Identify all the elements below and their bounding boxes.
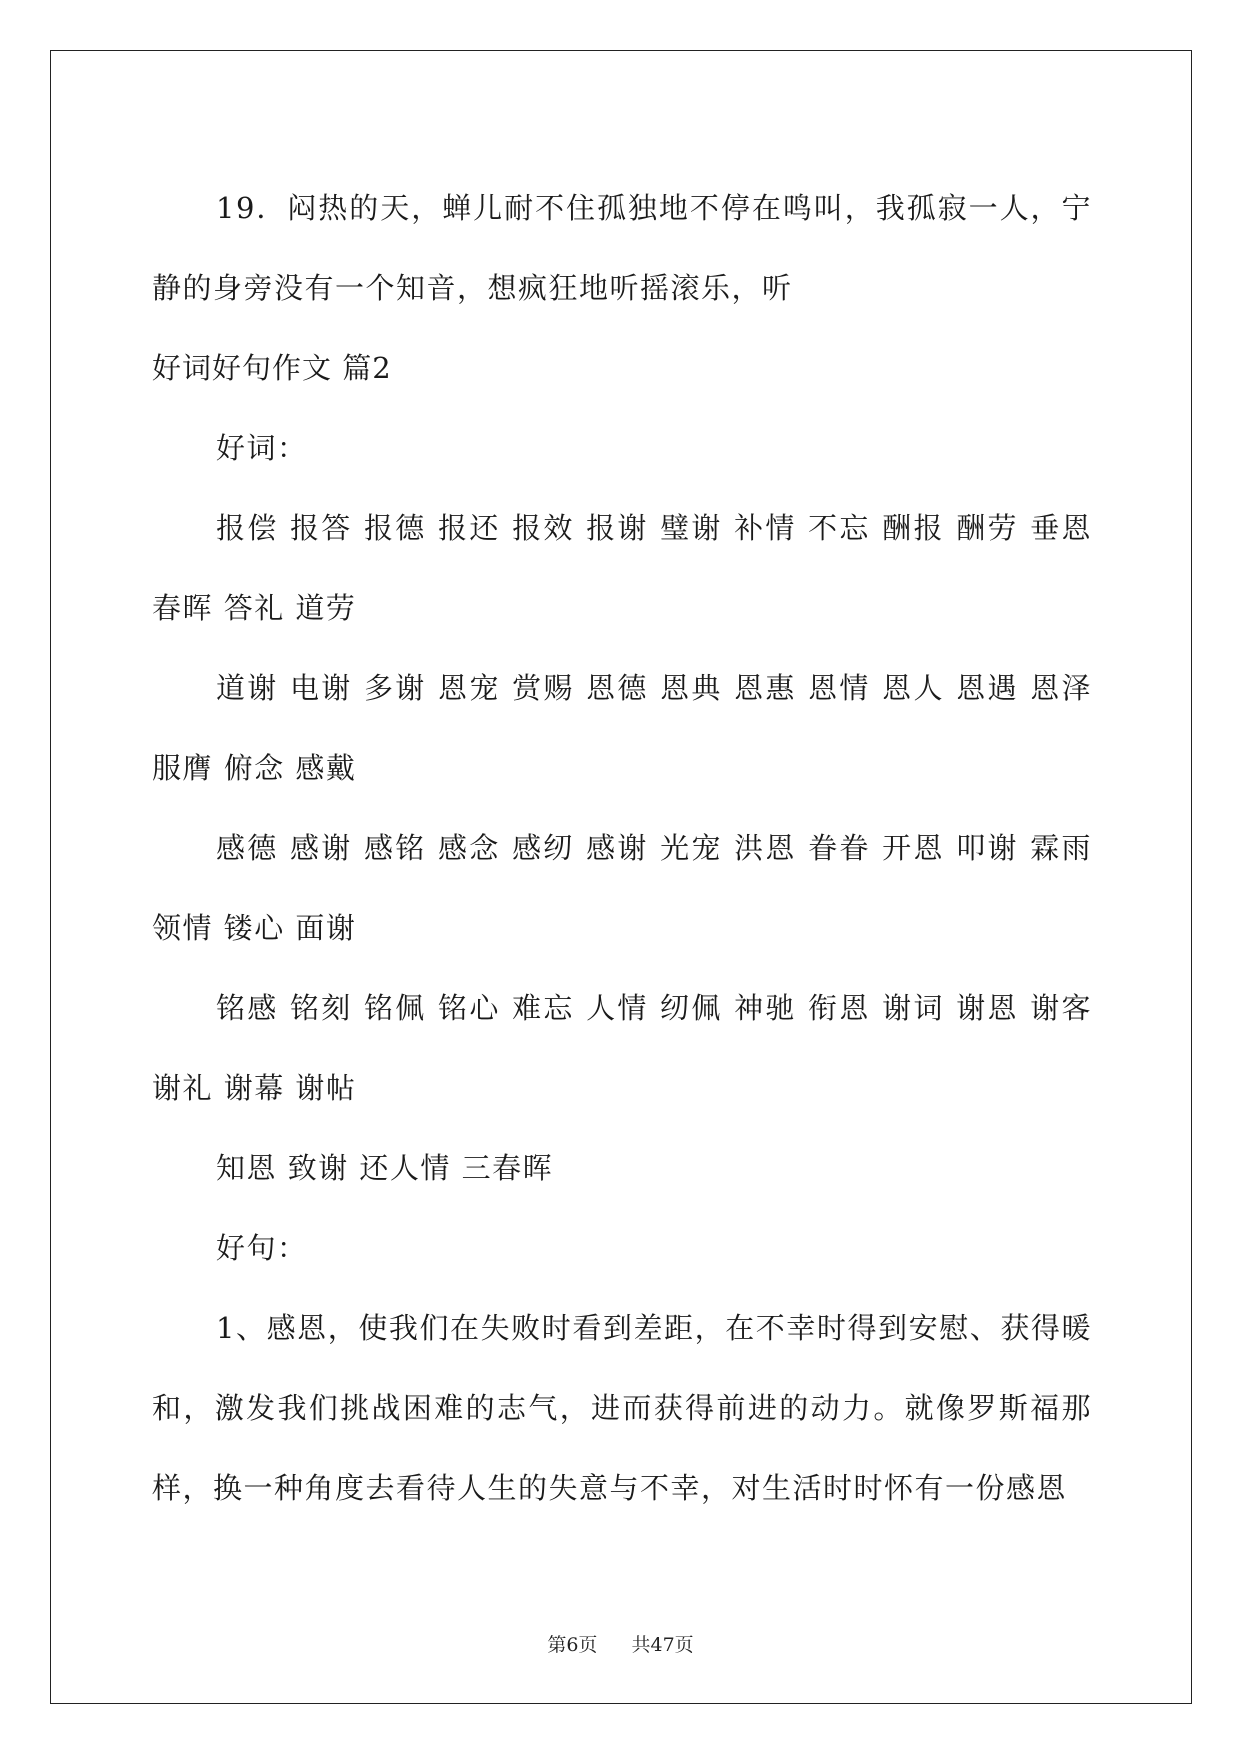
word-list-4: 铭感 铭刻 铭佩 铭心 难忘 人情 纫佩 神驰 衔恩 谢词 谢恩 谢客 谢礼 谢幕 谢帖: [152, 991, 1092, 1105]
word-list-2: 道谢 电谢 多谢 恩宠 赏赐 恩德 恩典 恩惠 恩情 恩人 恩遇 恩泽 服膺 俯念 感戴: [152, 671, 1092, 785]
paragraph-19: 19．闷热的天，蝉儿耐不住孤独地不停在鸣叫，我孤寂一人，宁静的身旁没有一个知音，想疯狂地听摇滚乐，听: [152, 191, 1092, 305]
word-list-5: 知恩 致谢 还人情 三春晖: [216, 1151, 554, 1185]
document-body: [152, 168, 1092, 1528]
word-list-3: 感德 感谢 感铭 感念 感纫 感谢 光宠 洪恩 眷眷 开恩 叩谢 霖雨 领情 镂心 面谢: [152, 831, 1092, 945]
good-sentences-label: 好句：: [216, 1231, 308, 1265]
good-words-label: 好词：: [216, 431, 308, 465]
page-total: 共47页: [631, 1634, 694, 1656]
page-number: 第6页: [547, 1634, 598, 1656]
page-footer: [0, 1630, 1241, 1657]
sentence-1: 1、感恩，使我们在失败时看到差距，在不幸时得到安慰、获得暖和，激发我们挑战困难的志气，进而获得前进的动力。就像罗斯福那样，换一种角度去看待人生的失意与不幸，对生活时时怀有一份感恩: [152, 1311, 1092, 1505]
section-heading: 好词好句作文 篇2: [152, 351, 392, 385]
word-list-1: 报偿 报答 报德 报还 报效 报谢 璧谢 补情 不忘 酬报 酬劳 垂恩 春晖 答礼 道劳: [152, 511, 1092, 625]
